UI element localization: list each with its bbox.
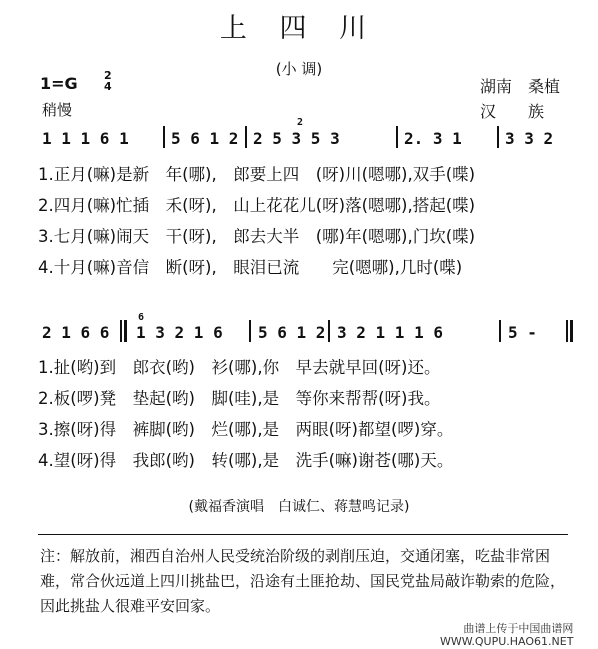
footnote: 注：解放前，湘西自治州人民受统治阶级的剥削压迫，交通闭塞，吃盐非常困难，常合伙远道上四川挑盐巴，沿途有土匪抢劫、国民党盐局敲诈勒索的危险，因此挑盐人很难平安回家。 — [40, 547, 566, 615]
repeat-barline — [120, 320, 122, 342]
origin-region: 湖南 桑植 — [480, 77, 561, 96]
measure: 1 1 1 6 1 — [42, 129, 129, 148]
lyric-line: 2.板(啰)凳 垫起(哟) 脚(哇),是 等你来帮帮(呀)我。 — [38, 389, 441, 408]
barline — [245, 126, 247, 148]
barline — [497, 126, 499, 148]
performer-credit: (戴福香演唱 白诚仁、蒋慧鸣记录) — [188, 499, 410, 515]
barline — [249, 320, 251, 342]
key-signature: 1=G — [40, 74, 78, 93]
song-title: 上 四 川 — [219, 13, 379, 44]
lyric-line: 2.四月(嘛)忙插 禾(呀), 山上花花儿(呀)落(嗯哪),搭起(喋) — [38, 196, 476, 215]
watermark — [440, 622, 573, 648]
barline — [328, 320, 330, 342]
barline — [499, 320, 501, 342]
time-signature-bottom: 4 — [104, 80, 112, 93]
measure: 3 3 2 — [505, 129, 554, 148]
divider — [38, 534, 568, 535]
measure: 5 6 1 2 — [258, 323, 326, 342]
measure: 5 - — [508, 323, 537, 342]
time-signature — [104, 70, 112, 92]
measure: 3 2 1 1 1 6 — [337, 323, 443, 342]
lyric-line: 3.擦(呀)得 裤脚(哟) 烂(哪),是 两眼(呀)都望(啰)穿。 — [38, 420, 454, 439]
watermark-line-1: 曲谱上传于中国曲谱网 — [463, 622, 574, 635]
time-signature-top: 2 — [104, 69, 112, 82]
watermark-line-2: WWW.QUPU.HAO61.NET — [440, 635, 574, 648]
lyric-line: 3.七月(嘛)闹天 干(呀), 郎去大半 (哪)年(嗯哪),门坎(喋) — [38, 227, 476, 246]
measure: 2. 3 1 — [404, 129, 462, 148]
lyric-line: 1.扯(哟)到 郎衣(哟) 衫(哪),你 早去就早回(呀)还。 — [38, 358, 441, 377]
grace-note: 2 — [297, 117, 304, 128]
barline — [396, 126, 398, 148]
end-repeat-barline — [570, 320, 573, 342]
lyric-line: 4.望(呀)得 我郎(哟) 转(哪),是 洗手(嘛)谢苍(哪)天。 — [38, 451, 454, 470]
repeat-barline — [124, 320, 127, 342]
song-subtitle: (小 调) — [275, 60, 323, 78]
origin-ethnicity: 汉 族 — [480, 102, 545, 121]
barline — [163, 126, 165, 148]
measure: 5 6 1 2 — [171, 129, 239, 148]
tempo-marking: 稍慢 — [42, 101, 73, 119]
grace-note: 6 — [138, 312, 145, 323]
measure: 1 3 2 1 6 — [136, 323, 223, 342]
end-repeat-barline — [566, 320, 568, 342]
lyric-line: 4.十月(嘛)音信 断(呀), 眼泪已流 完(嗯哪),几时(喋) — [38, 258, 463, 277]
lyric-line: 1.正月(嘛)是新 年(哪), 郎要上四 (呀)川(嗯哪),双手(喋) — [38, 165, 476, 184]
measure: 2 1 6 6 — [42, 323, 110, 342]
measure: 2 5 3 5 3 — [253, 129, 340, 148]
